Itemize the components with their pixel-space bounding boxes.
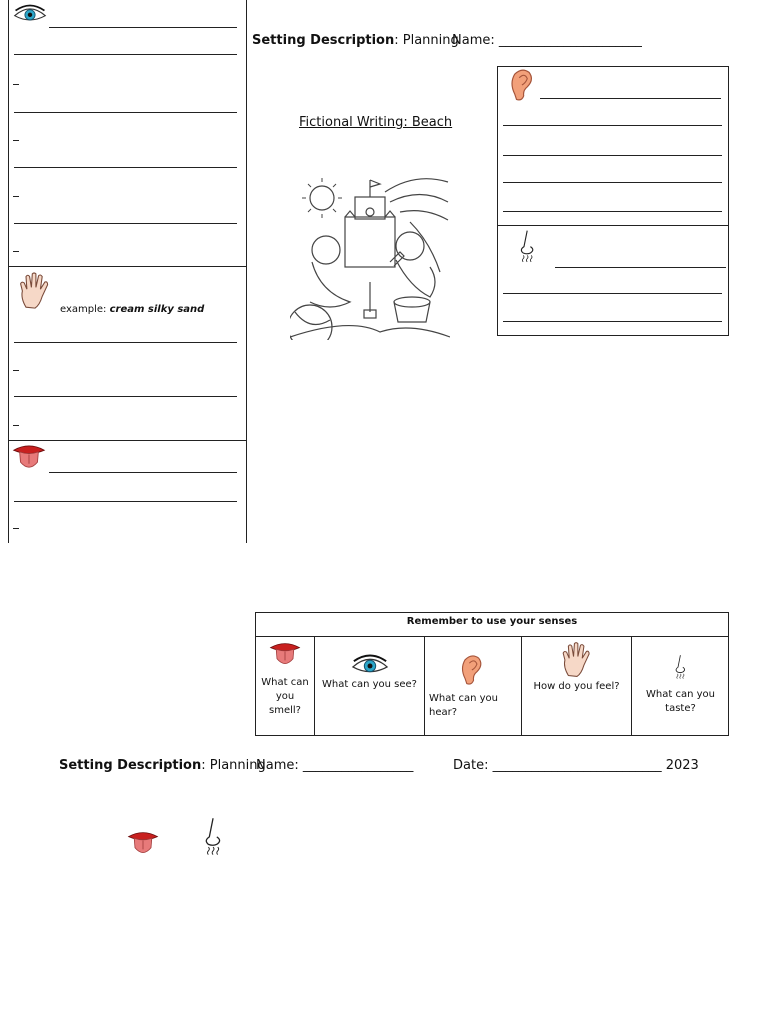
writing-line[interactable]	[14, 223, 237, 224]
dash-mark	[13, 251, 19, 252]
mouth-icon	[12, 441, 46, 473]
worksheet-heading: Fictional Writing: Beach	[299, 115, 453, 130]
right-panel	[497, 66, 729, 336]
eye-icon	[13, 2, 47, 26]
writing-line[interactable]	[540, 66, 728, 67]
writing-line[interactable]	[503, 211, 722, 212]
dash-mark	[13, 528, 19, 529]
example-value: cream silky sand	[109, 304, 205, 315]
writing-line[interactable]	[14, 501, 237, 502]
title-rest: : Planning	[394, 33, 459, 48]
example-text	[60, 304, 204, 315]
ear-icon	[506, 67, 536, 103]
mouth-icon	[269, 639, 301, 669]
year-text: 2023	[665, 758, 699, 773]
nose-icon	[516, 227, 540, 263]
title-bold: Setting Description	[252, 33, 395, 48]
writing-line[interactable]	[503, 293, 722, 294]
sense-cell-smell	[256, 637, 315, 735]
section-divider	[9, 266, 246, 267]
hand-icon	[559, 641, 595, 679]
dash-mark	[13, 425, 19, 426]
left-panel	[8, 0, 247, 543]
sense-cell-see	[315, 637, 425, 735]
mouth-icon	[127, 825, 159, 861]
footer-title	[59, 758, 266, 773]
sense-label: What can you hear?	[429, 693, 498, 718]
writing-line[interactable]	[49, 472, 237, 473]
writing-line[interactable]	[14, 396, 237, 397]
dash-mark	[13, 84, 19, 85]
nose-icon	[672, 651, 690, 681]
section-divider	[498, 225, 728, 226]
footer-name-field[interactable]: Name: _________________	[256, 758, 414, 773]
sense-cell-feel	[522, 637, 632, 735]
sense-label: What can you see?	[322, 679, 417, 690]
writing-line[interactable]	[555, 267, 726, 268]
footer-date-field[interactable]	[453, 758, 699, 773]
writing-line[interactable]	[14, 54, 237, 55]
writing-line[interactable]	[14, 112, 237, 113]
sense-cell-taste	[632, 637, 729, 735]
writing-line[interactable]	[503, 182, 722, 183]
writing-line[interactable]	[49, 27, 237, 28]
sense-cell-hear	[425, 637, 522, 735]
writing-line[interactable]	[14, 167, 237, 168]
example-label: example:	[60, 304, 107, 315]
sense-label: What can you taste?	[646, 689, 715, 714]
dash-mark	[13, 140, 19, 141]
date-label: Date: __________________________	[453, 758, 662, 773]
footer-title-rest: : Planning	[201, 758, 266, 773]
footer-title-bold: Setting Description	[59, 758, 202, 773]
writing-line[interactable]	[540, 98, 721, 99]
hand-icon	[17, 270, 53, 312]
senses-table	[255, 612, 729, 736]
writing-line[interactable]	[503, 125, 722, 126]
dash-mark	[13, 370, 19, 371]
writing-line[interactable]	[14, 342, 237, 343]
beach-illustration	[290, 162, 450, 340]
sense-label: What can you smell?	[261, 677, 309, 716]
name-field[interactable]: Name: ______________________	[452, 33, 642, 48]
eye-icon	[351, 653, 389, 677]
writing-line[interactable]	[503, 155, 722, 156]
dash-mark	[13, 196, 19, 197]
sense-label: How do you feel?	[533, 681, 620, 692]
nose-icon	[200, 810, 228, 860]
ear-icon	[457, 653, 485, 687]
writing-line[interactable]	[503, 321, 722, 322]
page-title	[252, 33, 459, 48]
senses-table-header: Remember to use your senses	[256, 613, 728, 637]
